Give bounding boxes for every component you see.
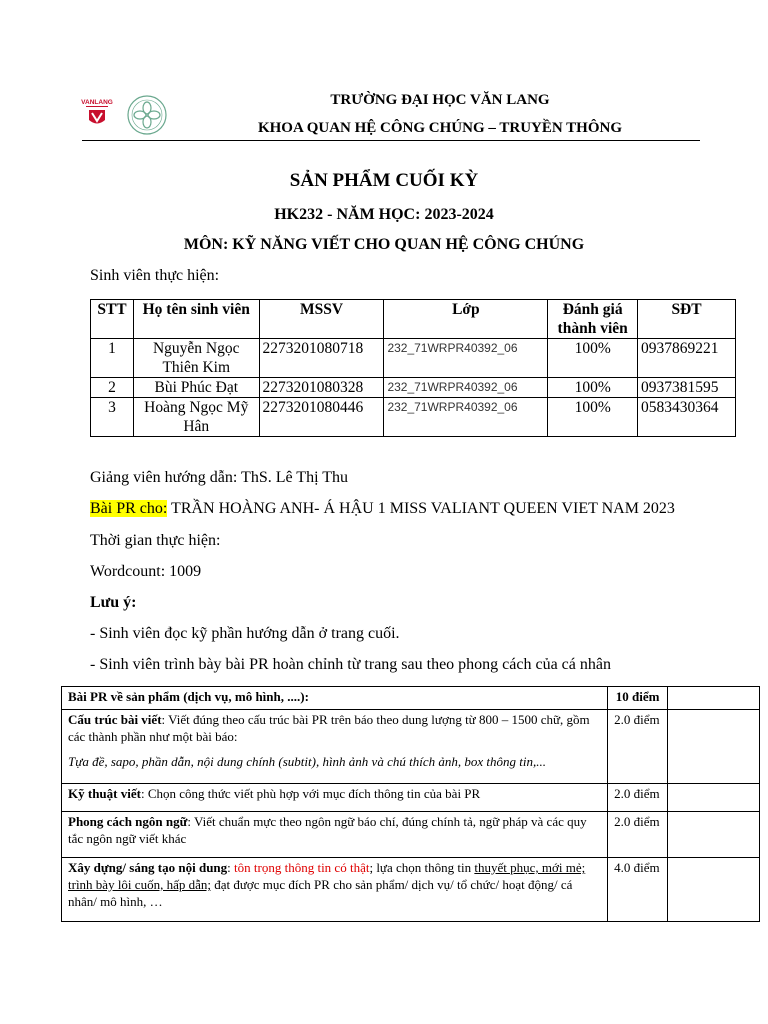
cell-name: Hoàng Ngọc Mỹ Hân (133, 398, 259, 437)
cell-mssv: 2273201080718 (259, 339, 384, 378)
criterion-title: Xây dựng/ sáng tạo nội dung (68, 860, 228, 875)
vanlang-logo (80, 96, 114, 132)
university-name: TRƯỜNG ĐẠI HỌC VĂN LANG (330, 92, 550, 108)
cell-stt: 3 (91, 398, 134, 437)
criterion-tail-text: đạt được mục đích PR cho sản phẩm/ dịch vụ/ tổ chức/ hoạt động/ cá nhân/ mô hình, … (68, 877, 573, 909)
cell-phone: 0937869221 (638, 339, 736, 378)
pr-for-line (90, 500, 675, 518)
grading-row (62, 784, 760, 812)
page-title: SẢN PHẨM CUỐI KỲ (289, 170, 479, 191)
criterion-text: : Viết đúng theo cấu trúc bài PR trên báo theo dung lượng từ 800 – 1500 chữ, gồm các thành phần như một bài báo: (68, 712, 590, 744)
cell-phone: 0937381595 (638, 378, 736, 398)
empty-cell (668, 687, 760, 710)
criterion-points: 2.0 điểm (608, 784, 668, 812)
criterion-points: 2.0 điểm (608, 812, 668, 858)
cell-stt: 2 (91, 378, 134, 398)
criterion-points: 2.0 điểm (608, 710, 668, 784)
students-label: Sinh viên thực hiện: (90, 267, 220, 284)
empty-cell (668, 710, 760, 784)
cell-stt: 1 (91, 339, 134, 378)
empty-cell (668, 784, 760, 812)
subject-line: MÔN: KỸ NĂNG VIẾT CHO QUAN HỆ CÔNG CHÚNG (183, 236, 585, 253)
cell-class: 232_71WRPR40392_06 (384, 378, 548, 398)
cell-rating: 100% (548, 378, 638, 398)
empty-cell (668, 858, 760, 922)
criterion-cell (62, 812, 608, 858)
cell-name: Nguyễn Ngọc Thiên Kim (133, 339, 259, 378)
criterion-cell (62, 710, 608, 784)
criterion-cell (62, 858, 608, 922)
faculty-logo-icon (126, 94, 168, 136)
note-item: - Sinh viên đọc kỹ phần hướng dẫn ở trang cuối. (90, 625, 400, 642)
criterion-colon: : (227, 860, 235, 875)
cell-class: 232_71WRPR40392_06 (384, 398, 548, 437)
col-phone: SĐT (638, 300, 736, 339)
cell-rating: 100% (548, 339, 638, 378)
table-row (91, 378, 736, 398)
criterion-cell (62, 784, 608, 812)
note-title: Lưu ý: (90, 594, 137, 611)
criterion-italic: Tựa đề, sapo, phần dẫn, nội dung chính (subtit), hình ảnh và chú thích ảnh, box thông tin,... (68, 754, 546, 769)
cell-rating: 100% (548, 398, 638, 437)
criterion-text: : Viết chuẩn mực theo ngôn ngữ báo chí, đúng chính tả, ngữ pháp và các quy tắc ngôn ngữ viết khác (68, 814, 587, 846)
time-line: Thời gian thực hiện: (90, 532, 221, 549)
table-header-row (91, 300, 736, 339)
table-row (91, 339, 736, 378)
grading-table (61, 686, 760, 922)
criterion-text: : Chọn công thức viết phù hợp với mục đích thông tin của bài PR (140, 786, 481, 801)
cell-phone: 0583430364 (638, 398, 736, 437)
col-stt: STT (91, 300, 134, 339)
grading-header-label: Bài PR về sản phẩm (dịch vụ, mô hình, ....): (62, 687, 608, 710)
vanlang-logo-text: VANLANG (81, 99, 113, 106)
criterion-title: Cấu trúc bài viết (68, 712, 162, 727)
cell-mssv: 2273201080446 (259, 398, 384, 437)
grading-header-points: 10 điểm (608, 687, 668, 710)
criterion-underlined-text: thuyết phục, mới mẻ; trình bày lôi cuốn, hấp dẫn; (68, 860, 586, 892)
grading-row (62, 858, 760, 922)
empty-cell (668, 812, 760, 858)
term-line: HK232 - NĂM HỌC: 2023-2024 (274, 206, 494, 223)
lecturer-line: Giảng viên hướng dẫn: ThS. Lê Thị Thu (90, 469, 348, 486)
pr-for-label: Bài PR cho: (90, 500, 168, 517)
grading-row (62, 812, 760, 858)
note-item: - Sinh viên trình bày bài PR hoàn chỉnh từ trang sau theo phong cách của cá nhân (90, 656, 611, 673)
wordcount-line: Wordcount: 1009 (90, 563, 202, 580)
criterion-red-text: tôn trọng thông tin có thật (234, 860, 370, 875)
faculty-name: KHOA QUAN HỆ CÔNG CHÚNG – TRUYỀN THÔNG (257, 120, 623, 136)
header-divider (82, 140, 700, 141)
col-class: Lớp (384, 300, 548, 339)
cell-class: 232_71WRPR40392_06 (384, 339, 548, 378)
criterion-points: 4.0 điểm (608, 858, 668, 922)
col-name: Họ tên sinh viên (133, 300, 259, 339)
cell-mssv: 2273201080328 (259, 378, 384, 398)
col-mssv: MSSV (259, 300, 384, 339)
col-rating: Đánh giá thành viên (548, 300, 638, 339)
members-table (90, 299, 736, 437)
table-row (91, 398, 736, 437)
criterion-title: Kỹ thuật viết (68, 786, 141, 801)
criterion-title: Phong cách ngôn ngữ (68, 814, 188, 829)
grading-header-row (62, 687, 760, 710)
pr-for-value: TRẦN HOÀNG ANH- Á HẬU 1 MISS VALIANT QUEEN VIET NAM 2023 (167, 500, 675, 517)
cell-name: Bùi Phúc Đạt (133, 378, 259, 398)
grading-row (62, 710, 760, 784)
criterion-mid-text: ; lựa chọn thông tin (369, 860, 475, 875)
